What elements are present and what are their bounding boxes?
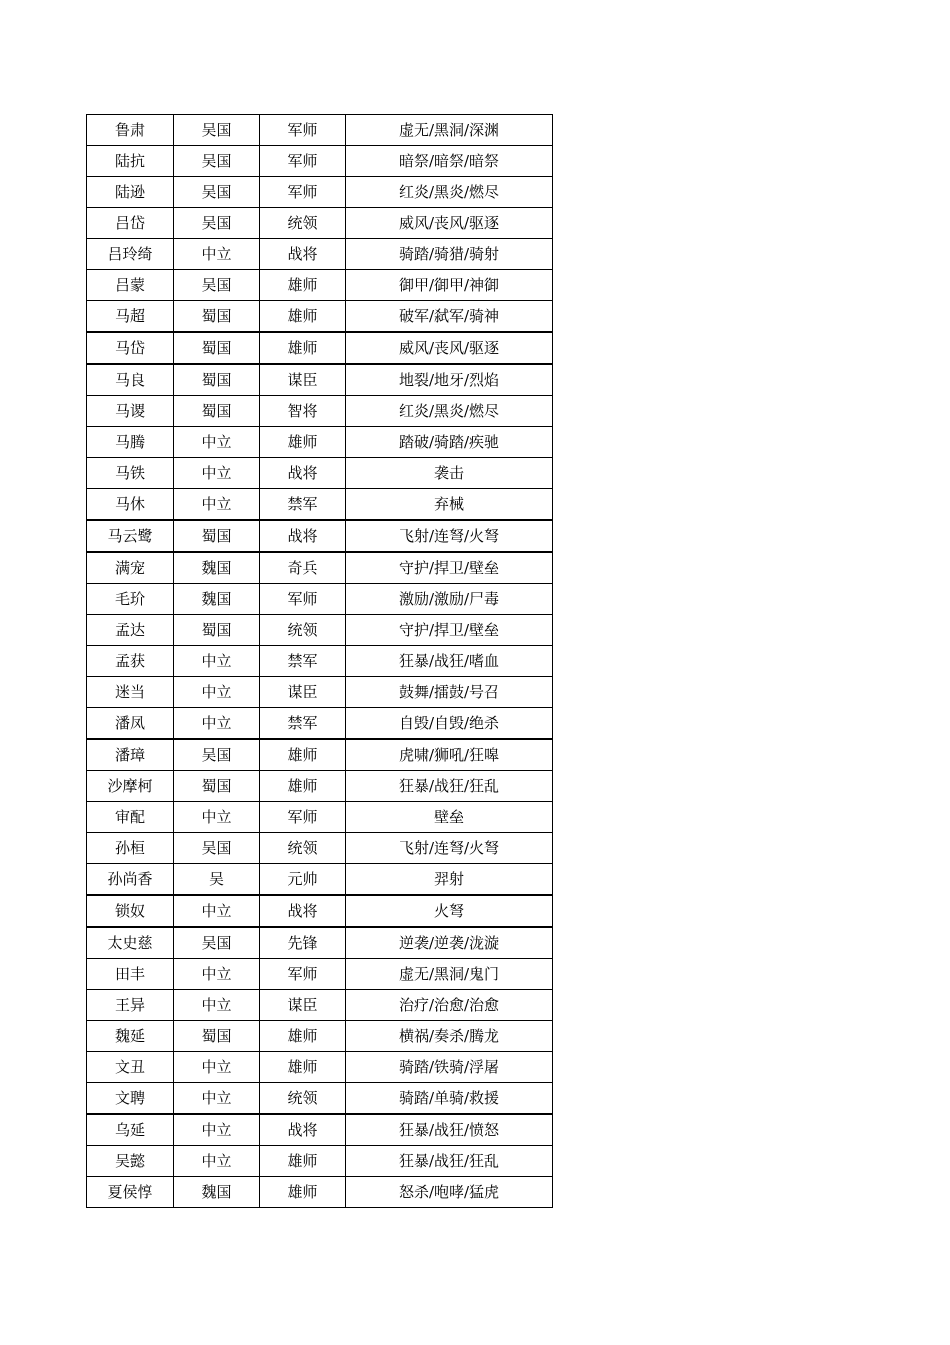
skills-cell: 横祸/奏杀/腾龙 xyxy=(346,1021,553,1052)
role-cell: 雄师 xyxy=(260,1146,346,1177)
table-row xyxy=(87,208,553,239)
table-row xyxy=(87,1083,553,1115)
role-cell: 战将 xyxy=(260,458,346,489)
faction-cell: 吴 xyxy=(174,864,260,896)
general-name-cell: 魏延 xyxy=(87,1021,174,1052)
skills-cell: 虚无/黑洞/深渊 xyxy=(346,115,553,146)
table-row xyxy=(87,552,553,584)
role-cell: 雄师 xyxy=(260,1177,346,1208)
role-cell: 统领 xyxy=(260,1083,346,1115)
faction-cell: 中立 xyxy=(174,458,260,489)
skills-cell: 狂暴/战狂/狂乱 xyxy=(346,1146,553,1177)
role-cell: 智将 xyxy=(260,396,346,427)
table-row xyxy=(87,1114,553,1146)
skills-cell: 威风/丧风/驱逐 xyxy=(346,208,553,239)
table-row xyxy=(87,739,553,771)
skills-cell: 红炎/黑炎/燃尽 xyxy=(346,177,553,208)
general-name-cell: 毛玠 xyxy=(87,584,174,615)
role-cell: 雄师 xyxy=(260,1021,346,1052)
skills-cell: 弃械 xyxy=(346,489,553,521)
faction-cell: 蜀国 xyxy=(174,301,260,333)
table-body xyxy=(87,115,553,1208)
skills-cell: 飞射/连弩/火弩 xyxy=(346,520,553,552)
skills-cell: 守护/捍卫/壁垒 xyxy=(346,615,553,646)
role-cell: 战将 xyxy=(260,520,346,552)
general-name-cell: 沙摩柯 xyxy=(87,771,174,802)
role-cell: 奇兵 xyxy=(260,552,346,584)
skills-cell: 狂暴/战狂/愤怒 xyxy=(346,1114,553,1146)
general-name-cell: 锁奴 xyxy=(87,895,174,927)
general-name-cell: 潘凤 xyxy=(87,708,174,740)
table-row xyxy=(87,708,553,740)
faction-cell: 吴国 xyxy=(174,270,260,301)
faction-cell: 吴国 xyxy=(174,115,260,146)
role-cell: 统领 xyxy=(260,833,346,864)
general-name-cell: 太史慈 xyxy=(87,927,174,959)
table-row xyxy=(87,364,553,396)
table-row xyxy=(87,1021,553,1052)
table-row xyxy=(87,990,553,1021)
faction-cell: 蜀国 xyxy=(174,1021,260,1052)
role-cell: 雄师 xyxy=(260,427,346,458)
table-row xyxy=(87,520,553,552)
general-name-cell: 乌延 xyxy=(87,1114,174,1146)
skills-cell: 御甲/御甲/神御 xyxy=(346,270,553,301)
skills-cell: 破军/弑军/骑神 xyxy=(346,301,553,333)
table-row xyxy=(87,1146,553,1177)
role-cell: 战将 xyxy=(260,239,346,270)
role-cell: 军师 xyxy=(260,177,346,208)
faction-cell: 中立 xyxy=(174,1083,260,1115)
role-cell: 谋臣 xyxy=(260,990,346,1021)
skills-cell: 逆袭/逆袭/泷漩 xyxy=(346,927,553,959)
skills-cell: 红炎/黑炎/燃尽 xyxy=(346,396,553,427)
table-row xyxy=(87,677,553,708)
faction-cell: 中立 xyxy=(174,802,260,833)
faction-cell: 蜀国 xyxy=(174,332,260,364)
table-row xyxy=(87,927,553,959)
faction-cell: 中立 xyxy=(174,239,260,270)
table-row xyxy=(87,802,553,833)
role-cell: 战将 xyxy=(260,1114,346,1146)
table-row xyxy=(87,270,553,301)
general-name-cell: 吴懿 xyxy=(87,1146,174,1177)
table-row xyxy=(87,833,553,864)
skills-cell: 飞射/连弩/火弩 xyxy=(346,833,553,864)
faction-cell: 吴国 xyxy=(174,739,260,771)
faction-cell: 魏国 xyxy=(174,584,260,615)
role-cell: 军师 xyxy=(260,802,346,833)
skills-cell: 自毁/自毁/绝杀 xyxy=(346,708,553,740)
general-name-cell: 马云鹭 xyxy=(87,520,174,552)
skills-cell: 威风/丧风/驱逐 xyxy=(346,332,553,364)
faction-cell: 中立 xyxy=(174,990,260,1021)
general-name-cell: 马良 xyxy=(87,364,174,396)
table-row xyxy=(87,239,553,270)
faction-cell: 中立 xyxy=(174,1052,260,1083)
general-name-cell: 鲁肃 xyxy=(87,115,174,146)
role-cell: 禁军 xyxy=(260,708,346,740)
general-name-cell: 审配 xyxy=(87,802,174,833)
general-name-cell: 王异 xyxy=(87,990,174,1021)
general-name-cell: 孟获 xyxy=(87,646,174,677)
table-row xyxy=(87,396,553,427)
skills-cell: 暗祭/暗祭/暗祭 xyxy=(346,146,553,177)
faction-cell: 中立 xyxy=(174,708,260,740)
general-skills-table xyxy=(86,114,553,1208)
role-cell: 禁军 xyxy=(260,489,346,521)
general-name-cell: 孙尚香 xyxy=(87,864,174,896)
faction-cell: 蜀国 xyxy=(174,520,260,552)
role-cell: 元帅 xyxy=(260,864,346,896)
table-row xyxy=(87,584,553,615)
general-name-cell: 吕岱 xyxy=(87,208,174,239)
table-row xyxy=(87,177,553,208)
role-cell: 雄师 xyxy=(260,739,346,771)
general-name-cell: 马腾 xyxy=(87,427,174,458)
general-name-cell: 潘璋 xyxy=(87,739,174,771)
general-name-cell: 马超 xyxy=(87,301,174,333)
faction-cell: 魏国 xyxy=(174,552,260,584)
table-row xyxy=(87,959,553,990)
role-cell: 雄师 xyxy=(260,301,346,333)
faction-cell: 魏国 xyxy=(174,1177,260,1208)
role-cell: 军师 xyxy=(260,115,346,146)
skills-cell: 激励/激励/尸毒 xyxy=(346,584,553,615)
general-name-cell: 迷当 xyxy=(87,677,174,708)
table-row xyxy=(87,489,553,521)
table-row xyxy=(87,146,553,177)
table-row xyxy=(87,1177,553,1208)
faction-cell: 吴国 xyxy=(174,833,260,864)
general-name-cell: 马铁 xyxy=(87,458,174,489)
faction-cell: 中立 xyxy=(174,959,260,990)
faction-cell: 中立 xyxy=(174,895,260,927)
skills-cell: 守护/捍卫/壁垒 xyxy=(346,552,553,584)
general-name-cell: 陆抗 xyxy=(87,146,174,177)
faction-cell: 蜀国 xyxy=(174,364,260,396)
faction-cell: 吴国 xyxy=(174,177,260,208)
faction-cell: 中立 xyxy=(174,427,260,458)
skills-cell: 虚无/黑洞/鬼门 xyxy=(346,959,553,990)
faction-cell: 蜀国 xyxy=(174,396,260,427)
role-cell: 先锋 xyxy=(260,927,346,959)
general-name-cell: 文丑 xyxy=(87,1052,174,1083)
role-cell: 禁军 xyxy=(260,646,346,677)
skills-cell: 狂暴/战狂/嗜血 xyxy=(346,646,553,677)
table-row xyxy=(87,115,553,146)
role-cell: 雄师 xyxy=(260,332,346,364)
table-row xyxy=(87,1052,553,1083)
general-name-cell: 文聘 xyxy=(87,1083,174,1115)
skills-cell: 壁垒 xyxy=(346,802,553,833)
faction-cell: 中立 xyxy=(174,677,260,708)
general-name-cell: 满宠 xyxy=(87,552,174,584)
role-cell: 谋臣 xyxy=(260,677,346,708)
faction-cell: 中立 xyxy=(174,489,260,521)
skills-cell: 羿射 xyxy=(346,864,553,896)
table-row xyxy=(87,301,553,333)
skills-cell: 骑踏/铁骑/浮屠 xyxy=(346,1052,553,1083)
skills-cell: 狂暴/战狂/狂乱 xyxy=(346,771,553,802)
faction-cell: 蜀国 xyxy=(174,615,260,646)
general-name-cell: 马谡 xyxy=(87,396,174,427)
role-cell: 统领 xyxy=(260,615,346,646)
general-name-cell: 孟达 xyxy=(87,615,174,646)
faction-cell: 中立 xyxy=(174,1146,260,1177)
role-cell: 军师 xyxy=(260,959,346,990)
role-cell: 战将 xyxy=(260,895,346,927)
faction-cell: 吴国 xyxy=(174,927,260,959)
skills-cell: 地裂/地牙/烈焰 xyxy=(346,364,553,396)
skills-cell: 骑踏/骑猎/骑射 xyxy=(346,239,553,270)
role-cell: 雄师 xyxy=(260,771,346,802)
table-row xyxy=(87,864,553,896)
general-name-cell: 孙桓 xyxy=(87,833,174,864)
role-cell: 军师 xyxy=(260,584,346,615)
skills-cell: 火弩 xyxy=(346,895,553,927)
general-name-cell: 吕玲绮 xyxy=(87,239,174,270)
table-row xyxy=(87,427,553,458)
general-name-cell: 马岱 xyxy=(87,332,174,364)
skills-cell: 怒杀/咆哮/猛虎 xyxy=(346,1177,553,1208)
role-cell: 统领 xyxy=(260,208,346,239)
role-cell: 谋臣 xyxy=(260,364,346,396)
role-cell: 雄师 xyxy=(260,1052,346,1083)
skills-cell: 鼓舞/擂鼓/号召 xyxy=(346,677,553,708)
general-name-cell: 吕蒙 xyxy=(87,270,174,301)
table-row xyxy=(87,771,553,802)
table-row xyxy=(87,646,553,677)
faction-cell: 蜀国 xyxy=(174,771,260,802)
general-name-cell: 马休 xyxy=(87,489,174,521)
skills-cell: 治疗/治愈/治愈 xyxy=(346,990,553,1021)
skills-cell: 袭击 xyxy=(346,458,553,489)
table-row xyxy=(87,332,553,364)
skills-cell: 虎啸/狮吼/狂嗥 xyxy=(346,739,553,771)
faction-cell: 吴国 xyxy=(174,208,260,239)
table-row xyxy=(87,895,553,927)
faction-cell: 中立 xyxy=(174,1114,260,1146)
table-row xyxy=(87,615,553,646)
skills-cell: 骑踏/单骑/救援 xyxy=(346,1083,553,1115)
general-name-cell: 陆逊 xyxy=(87,177,174,208)
general-name-cell: 田丰 xyxy=(87,959,174,990)
role-cell: 军师 xyxy=(260,146,346,177)
table-row xyxy=(87,458,553,489)
general-name-cell: 夏侯惇 xyxy=(87,1177,174,1208)
faction-cell: 吴国 xyxy=(174,146,260,177)
skills-cell: 踏破/骑踏/疾驰 xyxy=(346,427,553,458)
role-cell: 雄师 xyxy=(260,270,346,301)
faction-cell: 中立 xyxy=(174,646,260,677)
